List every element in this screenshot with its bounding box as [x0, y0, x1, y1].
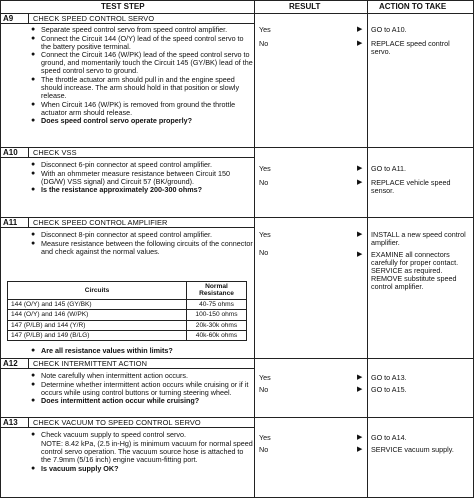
action-no: REPLACE speed control servo. — [371, 39, 450, 57]
step-text: When Circuit 146 (W/PK) is removed from ground the throttle actuator arm should release. — [41, 99, 236, 117]
step-note: NOTE: 8.42 kPa, (2.5 in-Hg) is minimum vacuum for normal speed control servo operation. The vacuum source hose is attached to the 7.9mm (5/16 inch) engine vacuum-fitting port. — [41, 438, 253, 464]
table-cell: 40-75 ohms — [187, 299, 247, 309]
result-list — [259, 165, 349, 193]
step-list: ● Disconnect 6-pin connector at speed control amplifier. ● With an ohmmeter measure resistance between Circuit 150 (DG/W) VSS signal) and Circuit 57 (BK/ground). ● Is the resistance approximately 200-300 ohms? — [31, 161, 253, 195]
col-circuits: Circuits — [8, 282, 187, 300]
section-header — [1, 418, 254, 428]
arrow-icon: ▶ — [357, 374, 363, 381]
step-question: Is the resistance approximately 200-300 ohms? — [41, 185, 202, 195]
arrow-icon: ▶ — [357, 165, 363, 172]
table-header — [1, 1, 473, 14]
table-cell: 40k-60k ohms — [187, 330, 247, 340]
action-no: SERVICE vacuum supply. — [371, 445, 454, 454]
result-no: No — [259, 385, 269, 394]
action-list — [371, 165, 471, 205]
result-yes: Yes — [259, 25, 271, 34]
action-no: GO to A15. — [371, 385, 407, 394]
resistance-table — [7, 281, 247, 341]
table-row — [8, 299, 247, 309]
arrow-icon: ▶ — [357, 434, 363, 441]
result-no: No — [259, 248, 269, 257]
action-yes: GO to A11. — [371, 164, 407, 173]
section-id: A13 — [3, 418, 18, 427]
step-text: Connect the Circuit 144 (O/Y) lead of the speed control servo to the battery positive terminal. — [41, 33, 244, 51]
table-cell: 100-150 ohms — [187, 310, 247, 320]
action-list — [371, 231, 471, 331]
section-a10 — [1, 148, 473, 218]
col-normal-resistance: Normal Resistance — [187, 282, 247, 300]
step-question: Does intermittent action occur while cruising? — [41, 396, 200, 406]
step-text: Note carefully when intermittent action occurs. — [41, 371, 189, 380]
result-list — [259, 231, 349, 263]
arrow-icon: ▶ — [357, 386, 363, 393]
table-row — [8, 320, 247, 330]
action-list — [371, 434, 471, 464]
action-list — [371, 26, 471, 66]
step-question: Does speed control servo operate properly? — [41, 116, 192, 126]
header-action: ACTION TO TAKE — [379, 2, 447, 11]
result-list — [259, 434, 349, 460]
step-list: ● Note carefully when intermittent action occurs. ● Determine whether intermittent action occurs while cruising or if it occurs while using control buttons or turning steering wheel. ● Does intermittent action occur while cruising? — [31, 372, 253, 406]
result-yes: Yes — [259, 230, 271, 239]
section-id: A9 — [3, 14, 14, 23]
result-no: No — [259, 178, 269, 187]
step-list: ● Disconnect 8-pin connector at speed control amplifier. ● Measure resistance between the following circuits of the connector and check against the normal values. — [31, 230, 253, 256]
arrow-icon: ▶ — [357, 40, 363, 47]
step-text: Determine whether intermittent action occurs while cruising or if it occurs while using control buttons or turning steering wheel. — [41, 379, 249, 397]
section-a11 — [1, 218, 473, 359]
action-no: REPLACE vehicle speed sensor. — [371, 178, 451, 196]
arrow-icon: ▶ — [357, 231, 363, 238]
section-title: CHECK SPEED CONTROL AMPLIFIER — [33, 218, 168, 227]
section-title: CHECK SPEED CONTROL SERVO — [33, 14, 155, 23]
result-yes: Yes — [259, 433, 271, 442]
step-question: Is vacuum supply OK? — [41, 463, 119, 473]
section-header — [1, 14, 254, 24]
action-list — [371, 374, 471, 404]
action-yes: INSTALL a new speed control amplifier. — [371, 230, 466, 248]
step-text: Disconnect 8-pin connector at speed control amplifier. — [41, 230, 212, 239]
section-title: CHECK VSS — [33, 148, 77, 157]
section-a13 — [1, 418, 473, 497]
table-row — [8, 330, 247, 340]
step-list: ● Check vacuum supply to speed control servo. NOTE: 8.42 kPa, (2.5 in-Hg) is minimum vacuum for normal speed control servo operation. The vacuum source hose is attached to the 7.9mm (5/16 inch) engine vacuum-fitting port. ● Is vacuum supply OK? — [31, 430, 253, 473]
section-header — [1, 148, 254, 158]
header-test-step: TEST STEP — [101, 2, 145, 11]
step-list: ● Separate speed control servo from speed control amplifier. ● Connect the Circuit 144 (O/Y) lead of the speed control servo to the battery positive terminal. ● Connect the Circuit 146 (W/PK) lead of the speed control servo to ground, and momentarily touch the Circuit 145 (GY/BK) lead of the speed control servo to ground. ● The throttle actuator arm should pull in and the engine speed should increase. The arm should hold in that position or slowly release. ● When Circuit 146 (W/PK) is removed from ground the throttle actuator arm should release. ● Does speed control servo operate properly? — [31, 25, 253, 126]
table-row — [8, 310, 247, 320]
action-yes: GO to A14. — [371, 433, 407, 442]
section-a12 — [1, 359, 473, 418]
table-cell: 144 (O/Y) and 145 (GY/BK) — [8, 299, 187, 309]
section-a9 — [1, 14, 473, 148]
result-list — [259, 26, 349, 54]
result-no: No — [259, 445, 269, 454]
step-text: Disconnect 6-pin connector at speed control amplifier. — [41, 160, 212, 169]
result-yes: Yes — [259, 164, 271, 173]
table-cell: 147 (P/LB) and 144 (Y/R) — [8, 320, 187, 330]
step-question: Are all resistance values within limits? — [41, 346, 173, 355]
arrow-icon: ▶ — [357, 251, 363, 258]
arrow-icon: ▶ — [357, 26, 363, 33]
step-text: Separate speed control servo from speed control amplifier. — [41, 25, 228, 34]
result-yes: Yes — [259, 373, 271, 382]
column-divider — [254, 1, 255, 497]
section-title: CHECK INTERMITTENT ACTION — [33, 359, 148, 368]
step-text: Measure resistance between the following circuits of the connector and check against the normal values. — [41, 238, 253, 256]
arrow-icon: ▶ — [357, 446, 363, 453]
step-text: Connect the Circuit 146 (W/PK) lead of the speed control servo to ground, and momentarily touch the Circuit 145 (GY/BK) lead of the speed control servo to ground. — [41, 50, 253, 76]
section-id: A10 — [3, 148, 18, 157]
section-id: A11 — [3, 218, 18, 227]
arrow-icon: ▶ — [357, 179, 363, 186]
section-id: A12 — [3, 359, 18, 368]
result-list — [259, 374, 349, 400]
action-yes: GO to A13. — [371, 373, 407, 382]
step-text: With an ohmmeter measure resistance between Circuit 150 (DG/W) VSS signal) and Circuit 57 (BK/ground). — [41, 168, 230, 186]
result-no: No — [259, 39, 269, 48]
column-divider — [367, 1, 368, 497]
action-no: EXAMINE all connectors carefully for proper contact. SERVICE as required. REMOVE substitute speed control amplifier. — [371, 250, 459, 292]
table-cell: 20k-30k ohms — [187, 320, 247, 330]
section-title: CHECK VACUUM TO SPEED CONTROL SERVO — [33, 418, 201, 427]
table-cell: 144 (O/Y) and 146 (W/PK) — [8, 310, 187, 320]
step-question-wrap: ● Are all resistance values within limits? — [31, 347, 253, 356]
step-text: Check vacuum supply to speed control servo. — [41, 430, 187, 439]
header-result: RESULT — [289, 2, 321, 11]
table-cell: 147 (P/LB) and 149 (B/LG) — [8, 330, 187, 340]
step-text: The throttle actuator arm should pull in and the engine speed should increase. The arm should hold in that position or slowly release. — [41, 74, 240, 100]
action-yes: GO to A10. — [371, 25, 407, 34]
section-header — [1, 359, 254, 369]
section-header — [1, 218, 254, 228]
